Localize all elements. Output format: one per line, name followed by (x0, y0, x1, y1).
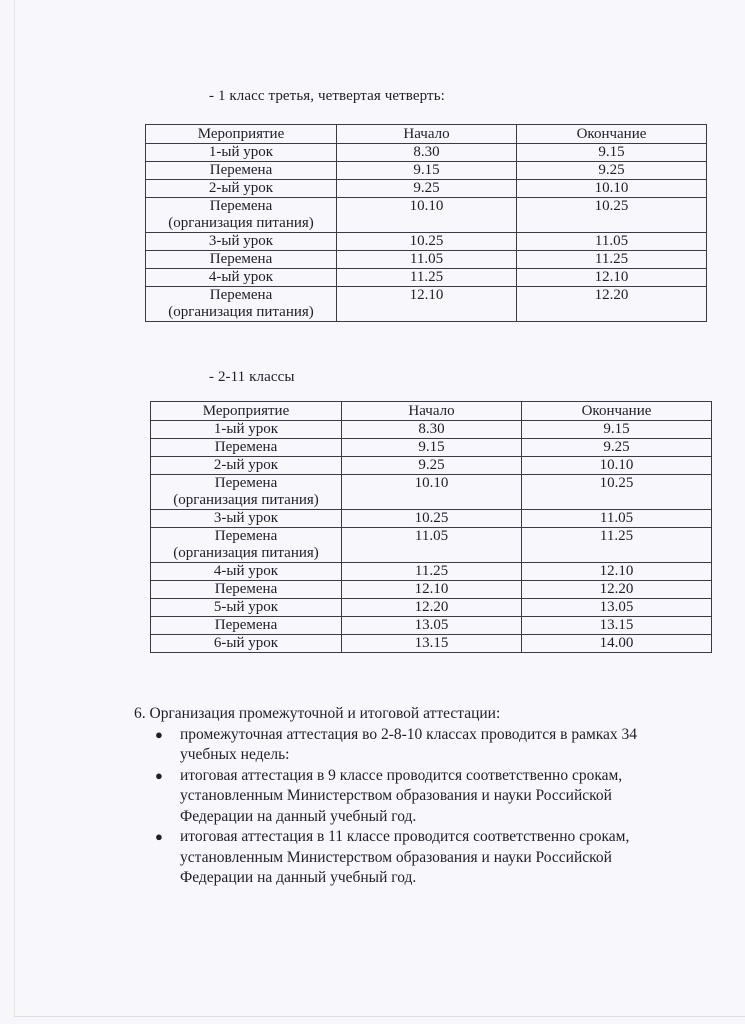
cell-event (151, 528, 342, 563)
cell-end: 13.05 (522, 599, 712, 617)
table-header-row (151, 402, 712, 421)
column-header-end: Окончание (517, 125, 707, 144)
list-item-line: итоговая аттестация в 9 классе проводится соответственно срокам, (180, 766, 623, 784)
cell-event: 5-ый урок (151, 599, 342, 617)
cell-event: 4-ый урок (151, 563, 342, 581)
cell-start: 9.25 (342, 457, 522, 475)
cell-end: 12.20 (517, 287, 707, 322)
table-row (146, 180, 707, 198)
attestation-list (134, 725, 714, 889)
list-item-line: установленным Министерством образования и науки Российской (180, 848, 612, 866)
table-row (151, 617, 712, 635)
bullet-icon: ● (155, 829, 163, 844)
bullet-icon: ● (155, 767, 163, 783)
cell-event: 1-ый урок (151, 421, 342, 439)
cell-event-note: (организация питания) (168, 215, 314, 231)
cell-end: 9.25 (522, 439, 712, 457)
table-header-row (146, 125, 707, 144)
cell-event: 2-ый урок (151, 457, 342, 475)
list-item (155, 766, 714, 828)
bullet-icon: ● (155, 726, 163, 742)
table-row (151, 599, 712, 617)
cell-start: 9.15 (337, 162, 517, 180)
cell-end: 14.00 (522, 635, 712, 653)
column-header-start: Начало (337, 125, 517, 144)
list-item-line: Федерации на данный учебный год. (180, 869, 417, 886)
cell-event: Перемена (146, 162, 337, 180)
cell-end: 10.25 (522, 475, 712, 510)
column-header-event: Мероприятие (151, 402, 342, 421)
cell-end: 9.15 (522, 421, 712, 439)
cell-end: 12.10 (522, 563, 712, 581)
table-row (146, 251, 707, 269)
table-row (151, 457, 712, 475)
table-row (151, 528, 712, 563)
cell-event: 3-ый урок (151, 510, 342, 528)
schedule-caption-grade-1: - 1 класс третья, четвертая четверть: (209, 88, 445, 104)
cell-event-note: (организация питания) (168, 304, 314, 320)
table-row (146, 198, 707, 233)
cell-end: 11.05 (517, 233, 707, 251)
cell-end: 10.25 (517, 198, 707, 233)
cell-start: 10.10 (342, 475, 522, 510)
cell-start: 8.30 (337, 144, 517, 162)
cell-event-line: Перемена (214, 528, 278, 544)
list-item (155, 725, 714, 766)
cell-start: 11.05 (342, 528, 522, 563)
cell-event-note: (организация питания) (173, 492, 319, 508)
cell-start: 12.10 (342, 581, 522, 599)
table-row (146, 233, 707, 251)
cell-end: 11.05 (522, 510, 712, 528)
cell-end: 11.25 (522, 528, 712, 563)
cell-start: 13.05 (342, 617, 522, 635)
cell-end: 11.25 (517, 251, 707, 269)
table-row (151, 563, 712, 581)
cell-start: 10.25 (337, 233, 517, 251)
list-item-line: установленным Министерством образования и науки Российской (180, 787, 612, 804)
cell-event: 2-ый урок (146, 180, 337, 198)
table-row (151, 475, 712, 510)
column-header-event: Мероприятие (146, 125, 337, 144)
list-item-line: Федерации на данный учебный год. (180, 807, 417, 825)
cell-start: 10.25 (342, 510, 522, 528)
cell-end: 12.10 (517, 269, 707, 287)
cell-event-line: Перемена (214, 475, 278, 491)
cell-event (151, 475, 342, 510)
cell-start: 13.15 (342, 635, 522, 653)
table-row (146, 144, 707, 162)
cell-event (146, 287, 337, 322)
schedule-table-grade-1 (145, 124, 707, 322)
cell-end: 12.20 (522, 581, 712, 599)
list-item-line: учебных недель: (180, 746, 290, 763)
table-row (151, 439, 712, 457)
cell-end: 9.25 (517, 162, 707, 180)
list-item-line: итоговая аттестация в 11 классе проводится соответственно срокам, (180, 828, 630, 845)
list-item (155, 827, 714, 889)
cell-start: 12.10 (337, 287, 517, 322)
table-row (146, 287, 707, 322)
table-row (151, 421, 712, 439)
column-header-start: Начало (342, 402, 522, 421)
cell-end: 13.15 (522, 617, 712, 635)
table-row (151, 581, 712, 599)
cell-event: 4-ый урок (146, 269, 337, 287)
cell-event: 6-ый урок (151, 635, 342, 653)
table-row (151, 510, 712, 528)
cell-end: 9.15 (517, 144, 707, 162)
cell-event: Перемена (151, 581, 342, 599)
cell-event-line: Перемена (209, 287, 273, 303)
cell-start: 8.30 (342, 421, 522, 439)
cell-event: 3-ый урок (146, 233, 337, 251)
cell-start: 11.25 (342, 563, 522, 581)
attestation-section (134, 704, 714, 889)
cell-end: 10.10 (522, 457, 712, 475)
cell-start: 10.10 (337, 198, 517, 233)
cell-start: 11.05 (337, 251, 517, 269)
cell-start: 11.25 (337, 269, 517, 287)
cell-event (146, 198, 337, 233)
table-row (146, 162, 707, 180)
cell-event: Перемена (151, 439, 342, 457)
cell-event: 1-ый урок (146, 144, 337, 162)
cell-event: Перемена (151, 617, 342, 635)
column-header-end: Окончание (522, 402, 712, 421)
cell-event: Перемена (146, 251, 337, 269)
cell-end: 10.10 (517, 180, 707, 198)
table-row (146, 269, 707, 287)
cell-start: 9.25 (337, 180, 517, 198)
cell-event-line: Перемена (209, 198, 273, 214)
schedule-caption-grades-2-11: - 2-11 классы (209, 369, 295, 385)
table-row (151, 635, 712, 653)
schedule-table-grades-2-11 (150, 401, 712, 653)
cell-event-note: (организация питания) (173, 545, 319, 561)
cell-start: 12.20 (342, 599, 522, 617)
list-item-line: промежуточная аттестация во 2-8-10 классах проводится в рамках 34 (180, 725, 638, 743)
cell-start: 9.15 (342, 439, 522, 457)
section-heading: 6. Организация промежуточной и итоговой аттестации: (134, 705, 501, 722)
